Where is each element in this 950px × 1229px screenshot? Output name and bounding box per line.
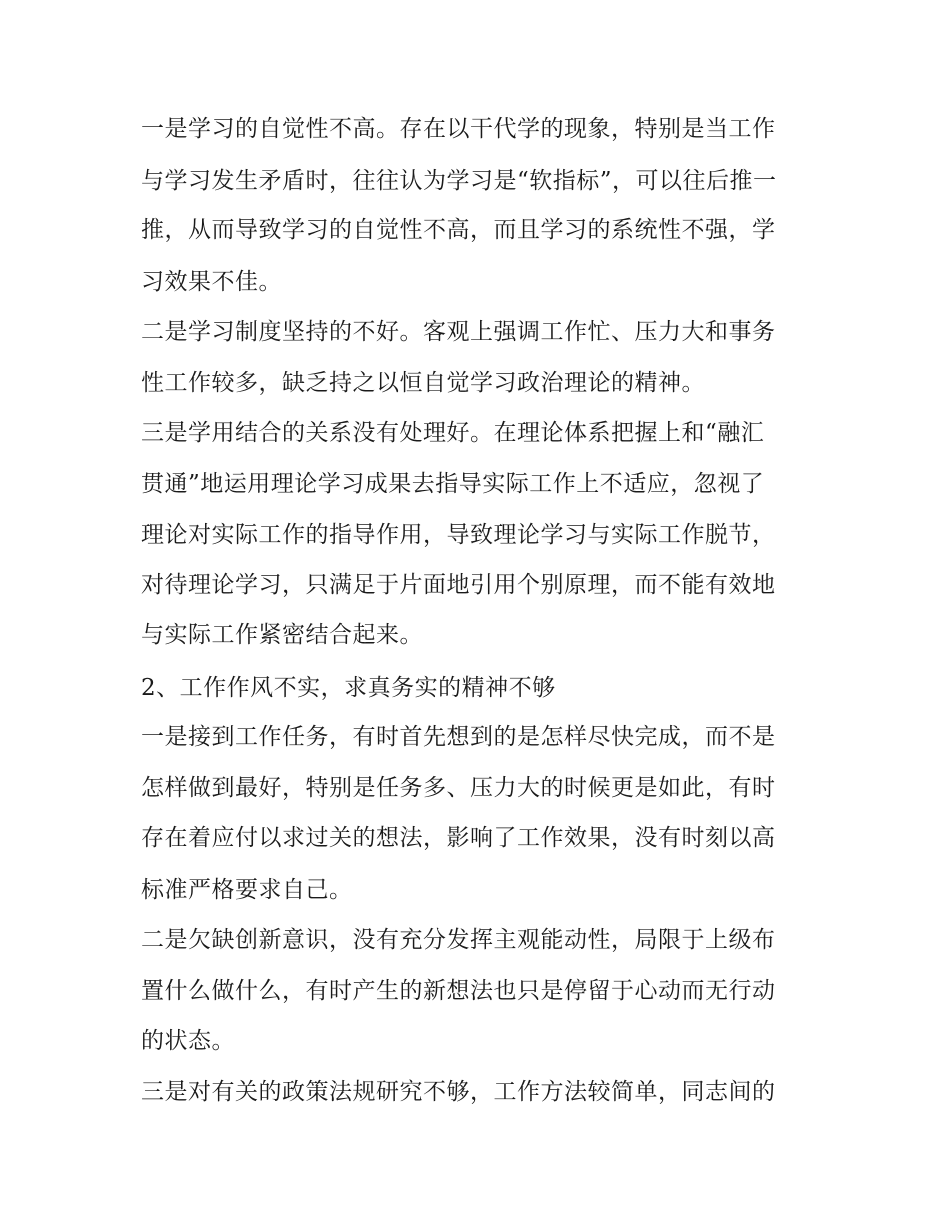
text-line: 三是学用结合的关系没有处理好。在理论体系把握上和“融汇 [141, 420, 765, 446]
text-line: 的状态。 [141, 1028, 235, 1054]
text-line: 对待理论学习，只满足于片面地引用个别原理，而不能有效地 [141, 572, 776, 598]
text-line: 存在着应付以求过关的想法，影响了工作效果，没有时刻以高 [141, 825, 776, 851]
text-line: 贯通”地运用理论学习成果去指导实际工作上不适应，忽视了 [141, 471, 765, 497]
text-line: 二是学习制度坚持的不好。客观上强调工作忙、压力大和事务 [141, 319, 776, 345]
section-heading: 2、工作作风不实，求真务实的精神不够 [141, 675, 556, 701]
text-line: 怎样做到最好，特别是任务多、压力大的时候更是如此，有时 [141, 775, 776, 801]
text-line: 与实际工作紧密结合起来。 [141, 622, 423, 648]
text-line: 一是接到工作任务，有时首先想到的是怎样尽快完成，而不是 [141, 724, 776, 750]
text-line: 三是对有关的政策法规研究不够，工作方法较简单，同志间的 [141, 1079, 776, 1105]
text-line: 理论对实际工作的指导作用，导致理论学习与实际工作脱节， [141, 522, 776, 548]
text-line: 二是欠缺创新意识，没有充分发挥主观能动性，局限于上级布 [141, 927, 776, 953]
text-line: 标准严格要求自己。 [141, 877, 353, 903]
text-line: 性工作较多，缺乏持之以恒自觉学习政治理论的精神。 [141, 370, 705, 396]
text-line: 一是学习的自觉性不高。存在以干代学的现象，特别是当工作 [141, 116, 776, 142]
text-line: 推，从而导致学习的自觉性不高，而且学习的系统性不强，学 [141, 217, 776, 243]
text-line: 置什么做什么，有时产生的新想法也只是停留于心动而无行动 [141, 978, 776, 1004]
text-line: 习效果不佳。 [141, 269, 282, 295]
text-line: 与学习发生矛盾时，往往认为学习是“软指标”，可以往后推一 [141, 168, 777, 194]
